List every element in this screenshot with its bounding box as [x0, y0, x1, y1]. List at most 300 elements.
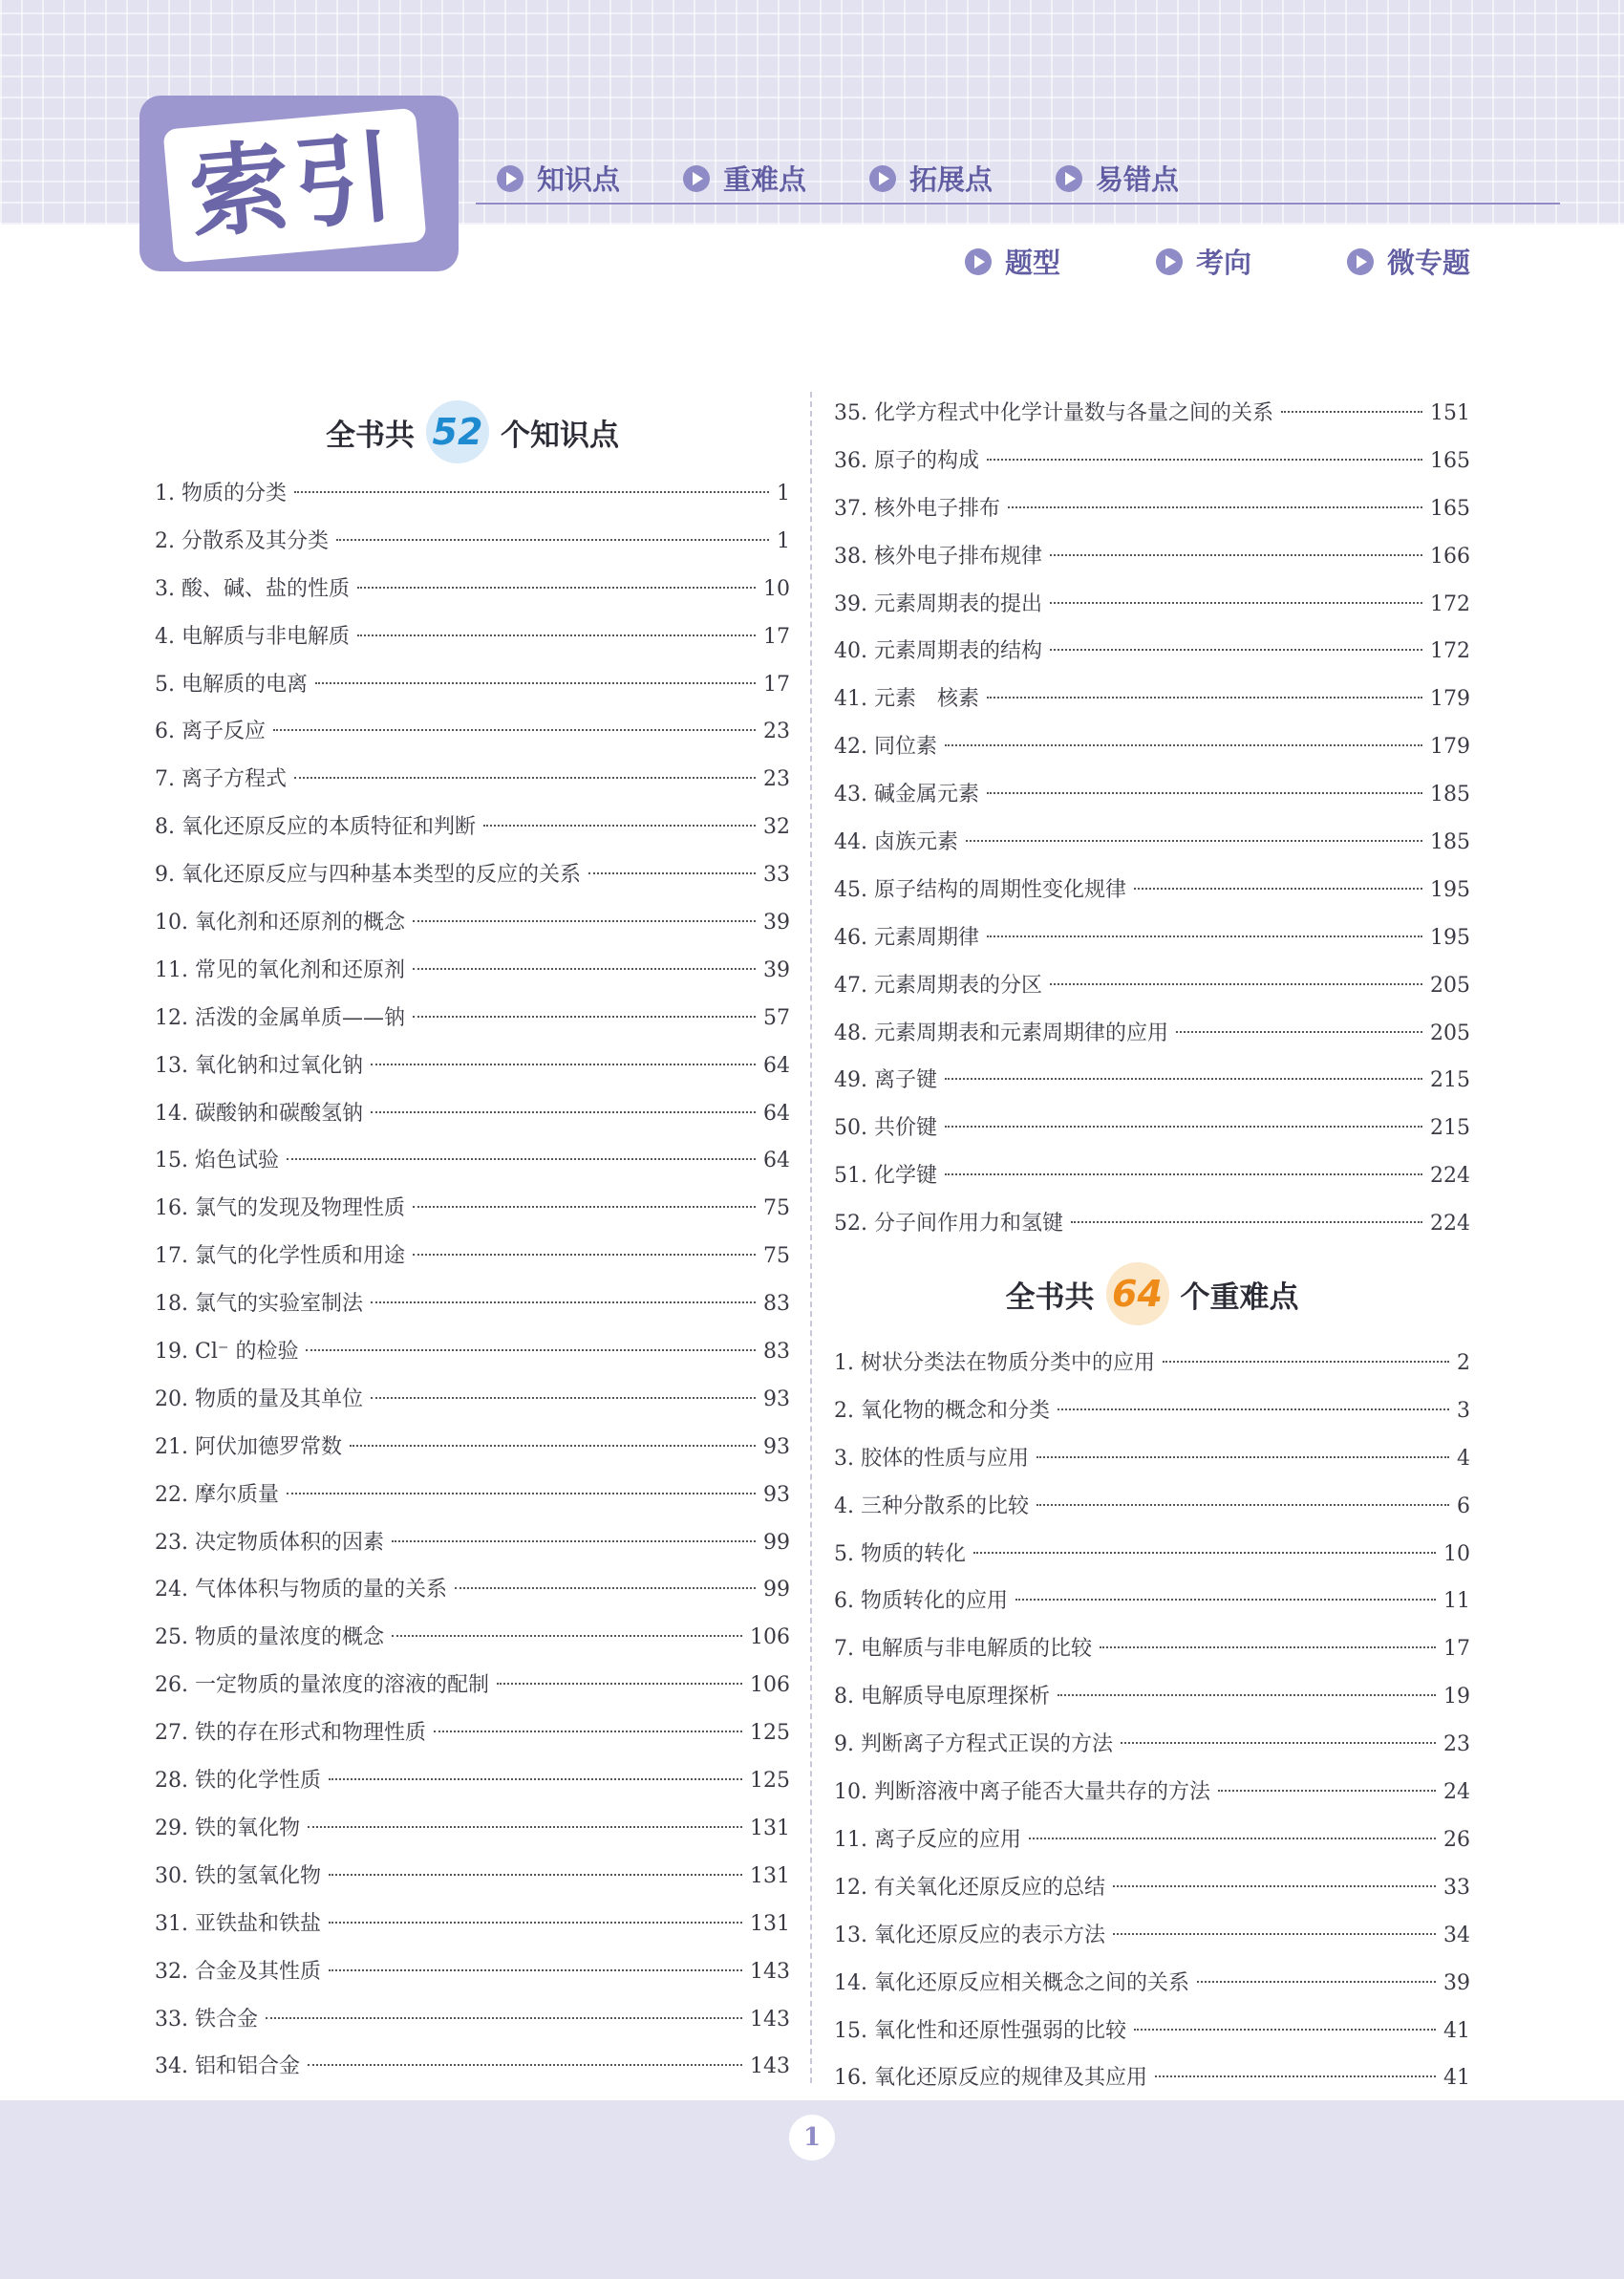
index-entry	[834, 1010, 1470, 1058]
dot-leader	[1197, 1981, 1436, 1983]
entry-title: 6. 离子反应	[155, 720, 266, 744]
entry-page: 185	[1430, 783, 1470, 807]
entry-title: 40. 元素周期表的结构	[834, 639, 1042, 664]
index-entry	[155, 1185, 790, 1233]
index-entry	[834, 533, 1470, 581]
index-entry	[834, 1057, 1470, 1105]
index-entry	[155, 661, 790, 709]
entry-page: 2	[1457, 1351, 1470, 1376]
tag-extension: 拓展点	[869, 159, 1056, 198]
entry-page: 143	[750, 2007, 790, 2032]
tag-question-type: 题型	[965, 242, 1156, 281]
entry-page: 75	[763, 1244, 790, 1269]
dot-leader	[336, 539, 769, 541]
category-tags-row-2	[965, 242, 1538, 281]
dot-leader	[1155, 2075, 1436, 2077]
dot-leader	[1008, 506, 1422, 508]
entry-title: 44. 卤族元素	[834, 830, 958, 855]
dot-leader	[987, 935, 1422, 937]
entry-page: 83	[763, 1292, 790, 1317]
entry-title: 15. 焰色试验	[155, 1149, 279, 1173]
index-entry	[155, 1709, 790, 1757]
entry-page: 17	[1443, 1637, 1470, 1662]
index-entry	[834, 581, 1470, 629]
entry-page: 93	[763, 1387, 790, 1411]
dot-leader	[1281, 411, 1422, 413]
index-entry	[834, 723, 1470, 771]
index-entry	[834, 2054, 1470, 2102]
entry-title: 51. 化学键	[834, 1164, 937, 1189]
tag-micro-topic: 微专题	[1347, 242, 1538, 281]
entry-title: 37. 核外电子排布	[834, 496, 1000, 521]
entry-title: 42. 同位素	[834, 735, 937, 760]
entry-page: 64	[763, 1101, 790, 1126]
dot-leader	[945, 1078, 1422, 1080]
index-entry	[155, 1662, 790, 1709]
entry-title: 4. 电解质与非电解质	[155, 624, 350, 649]
entry-page: 34	[1443, 1923, 1470, 1947]
index-entry	[155, 804, 790, 851]
dot-leader	[1050, 983, 1422, 985]
entry-title: 28. 铁的化学性质	[155, 1769, 321, 1794]
entry-page: 99	[763, 1578, 790, 1602]
entry-title: 20. 物质的量及其单位	[155, 1387, 363, 1411]
entry-page: 32	[763, 815, 790, 840]
entry-title: 7. 离子方程式	[155, 767, 287, 792]
index-entry	[155, 1233, 790, 1280]
entry-page: 195	[1430, 925, 1470, 950]
entry-page: 75	[763, 1196, 790, 1221]
entry-title: 41. 元素 核素	[834, 687, 979, 712]
entry-page: 106	[750, 1625, 790, 1650]
index-entry	[155, 1043, 790, 1090]
entry-page: 10	[1443, 1541, 1470, 1566]
section-heading-knowledge: 全书共 52 个知识点	[155, 394, 790, 470]
dot-leader	[973, 1552, 1436, 1554]
index-entry	[155, 1424, 790, 1472]
entry-title: 3. 胶体的性质与应用	[834, 1446, 1029, 1471]
right-column	[834, 390, 1470, 2102]
entry-page: 224	[1430, 1212, 1470, 1236]
entry-title: 35. 化学方程式中化学计量数与各量之间的关系	[834, 401, 1273, 425]
entry-page: 166	[1430, 544, 1470, 569]
entry-page: 24	[1443, 1780, 1470, 1805]
entry-page: 215	[1430, 1068, 1470, 1093]
dot-leader	[308, 1826, 742, 1828]
index-entry	[834, 1912, 1470, 1960]
dot-leader	[945, 1126, 1422, 1128]
index-entry	[155, 1948, 790, 1996]
index-entry	[155, 1853, 790, 1901]
entry-title: 12. 活泼的金属单质——钠	[155, 1005, 405, 1030]
entry-page: 99	[763, 1530, 790, 1555]
entry-page: 64	[763, 1149, 790, 1173]
index-entry	[834, 962, 1470, 1010]
entry-page: 6	[1457, 1494, 1470, 1518]
dot-leader	[329, 1922, 742, 1924]
dot-leader	[1113, 1885, 1436, 1887]
index-entry	[834, 1817, 1470, 1864]
dot-leader	[413, 920, 756, 922]
dot-leader	[294, 491, 769, 493]
index-entry	[155, 1996, 790, 2044]
index-entry	[834, 2008, 1470, 2055]
index-entry	[834, 1769, 1470, 1817]
entry-page: 185	[1430, 830, 1470, 855]
index-entry	[155, 851, 790, 899]
left-column	[155, 394, 790, 2091]
dot-leader	[357, 587, 756, 589]
entry-page: 41	[1443, 2018, 1470, 2043]
entry-title: 10. 判断溶液中离子能否大量共存的方法	[834, 1780, 1210, 1805]
index-entry	[834, 771, 1470, 819]
index-entry	[834, 1531, 1470, 1579]
dot-leader	[1050, 554, 1422, 556]
dot-leader	[294, 777, 756, 779]
index-entry	[834, 1483, 1470, 1531]
dot-leader	[1100, 1646, 1436, 1648]
entry-title: 7. 电解质与非电解质的比较	[834, 1637, 1092, 1662]
entry-page: 23	[763, 720, 790, 744]
dot-leader	[1029, 1838, 1436, 1839]
entry-page: 224	[1430, 1164, 1470, 1189]
entry-page: 4	[1457, 1446, 1470, 1471]
entry-title: 50. 共价键	[834, 1116, 937, 1141]
dot-leader	[287, 1493, 756, 1494]
entry-page: 39	[763, 911, 790, 935]
entry-title: 9. 氧化还原反应与四种基本类型的反应的关系	[155, 863, 581, 888]
entry-title: 3. 酸、碱、盐的性质	[155, 576, 350, 601]
index-entry	[155, 1757, 790, 1805]
entry-page: 10	[763, 576, 790, 601]
entry-title: 12. 有关氧化还原反应的总结	[834, 1875, 1105, 1900]
entry-title: 5. 电解质的电离	[155, 672, 308, 697]
dot-leader	[455, 1587, 756, 1589]
entry-title: 32. 合金及其性质	[155, 1959, 321, 1984]
entry-page: 17	[763, 672, 790, 697]
tag-exam-direction: 考向	[1156, 242, 1347, 281]
dot-leader	[987, 697, 1422, 699]
index-entry	[834, 914, 1470, 962]
index-title-box	[139, 96, 459, 271]
dot-leader	[371, 1111, 756, 1113]
entry-title: 45. 原子结构的周期性变化规律	[834, 877, 1126, 902]
play-circle-icon	[1056, 165, 1082, 192]
index-entry	[155, 947, 790, 995]
play-circle-icon	[497, 165, 524, 192]
entry-title: 4. 三种分散系的比较	[834, 1494, 1029, 1518]
entry-title: 6. 物质转化的应用	[834, 1589, 1008, 1614]
index-entry	[155, 1090, 790, 1138]
index-entry	[155, 613, 790, 661]
index-entry	[834, 867, 1470, 914]
entry-title: 13. 氧化钠和过氧化钠	[155, 1053, 363, 1078]
index-entry	[155, 708, 790, 756]
entry-page: 165	[1430, 448, 1470, 473]
entry-title: 9. 判断离子方程式正误的方法	[834, 1732, 1113, 1757]
entry-title: 21. 阿伏加德罗常数	[155, 1434, 342, 1459]
dot-leader	[413, 1206, 756, 1208]
dot-leader	[945, 744, 1422, 746]
entry-title: 47. 元素周期表的分区	[834, 973, 1042, 998]
entry-title: 29. 铁的氧化物	[155, 1816, 300, 1840]
entry-page: 151	[1430, 401, 1470, 425]
index-entry	[155, 1472, 790, 1519]
index-entry	[155, 566, 790, 613]
dot-leader	[1134, 2029, 1436, 2031]
dot-leader	[987, 459, 1422, 461]
dot-leader	[306, 1349, 756, 1351]
entry-page: 205	[1430, 1021, 1470, 1045]
index-entry	[155, 1566, 790, 1614]
dot-leader	[371, 1301, 756, 1303]
entry-page: 19	[1443, 1685, 1470, 1709]
entry-title: 11. 离子反应的应用	[834, 1827, 1021, 1852]
entry-page: 17	[763, 624, 790, 649]
page-title: 索引	[184, 118, 405, 253]
entry-page: 93	[763, 1482, 790, 1507]
entry-page: 26	[1443, 1827, 1470, 1852]
entry-title: 10. 氧化剂和还原剂的概念	[155, 911, 405, 935]
index-entry	[155, 470, 790, 518]
entry-page: 41	[1443, 2066, 1470, 2091]
dot-leader	[1163, 1361, 1449, 1363]
entry-page: 131	[750, 1816, 790, 1840]
entry-page: 143	[750, 2054, 790, 2079]
index-entry	[834, 1152, 1470, 1200]
entry-page: 131	[750, 1911, 790, 1936]
entry-title: 49. 离子键	[834, 1068, 937, 1093]
entry-page: 205	[1430, 973, 1470, 998]
entry-page: 23	[763, 767, 790, 792]
dot-leader	[483, 825, 756, 827]
dot-leader	[588, 872, 756, 874]
entry-title: 16. 氧化还原反应的规律及其应用	[834, 2066, 1147, 2091]
entry-title: 17. 氯气的化学性质和用途	[155, 1244, 405, 1269]
dot-leader	[266, 2017, 742, 2019]
entry-title: 34. 铝和铝合金	[155, 2054, 300, 2079]
dot-leader	[329, 1969, 742, 1971]
difficult-points-list	[834, 1340, 1470, 2102]
dot-leader	[1050, 602, 1422, 604]
entry-page: 11	[1443, 1589, 1470, 1614]
index-entry	[834, 1387, 1470, 1435]
tag-difficult: 重难点	[683, 159, 869, 198]
dot-leader	[434, 1731, 742, 1732]
dot-leader	[1218, 1790, 1436, 1792]
knowledge-list-continued	[834, 390, 1470, 1248]
dot-leader	[1071, 1221, 1422, 1223]
index-entry	[834, 1340, 1470, 1387]
entry-page: 39	[1443, 1970, 1470, 1995]
play-circle-icon	[1156, 248, 1183, 275]
index-entry	[155, 1328, 790, 1376]
entry-title: 48. 元素周期表和元素周期律的应用	[834, 1021, 1168, 1045]
column-divider	[810, 392, 812, 2083]
dot-leader	[1176, 1031, 1422, 1033]
dot-leader	[966, 840, 1422, 842]
tag-underline	[476, 203, 1560, 204]
entry-title: 14. 碳酸钠和碳酸氢钠	[155, 1101, 363, 1126]
entry-title: 2. 氧化物的概念和分类	[834, 1398, 1050, 1423]
index-entry	[155, 1614, 790, 1662]
index-entry	[834, 1578, 1470, 1625]
entry-title: 15. 氧化性和还原性强弱的比较	[834, 2018, 1126, 2043]
entry-page: 195	[1430, 877, 1470, 902]
dot-leader	[1036, 1456, 1449, 1458]
entry-page: 179	[1430, 735, 1470, 760]
dot-leader	[315, 682, 756, 684]
entry-title: 14. 氧化还原反应相关概念之间的关系	[834, 1970, 1189, 1995]
entry-title: 19. Cl⁻ 的检验	[155, 1340, 299, 1365]
index-entry	[155, 1137, 790, 1185]
entry-title: 18. 氯气的实验室制法	[155, 1292, 363, 1317]
entry-page: 83	[763, 1340, 790, 1365]
entry-page: 39	[763, 957, 790, 982]
entry-title: 11. 常见的氧化剂和还原剂	[155, 957, 405, 982]
dot-leader	[350, 1445, 756, 1447]
dot-leader	[392, 1635, 742, 1637]
dot-leader	[413, 1254, 756, 1256]
index-entry	[834, 1864, 1470, 1912]
entry-page: 1	[777, 482, 790, 505]
entry-page: 23	[1443, 1732, 1470, 1757]
dot-leader	[1134, 888, 1422, 890]
entry-page: 93	[763, 1434, 790, 1459]
dot-leader	[1015, 1599, 1436, 1601]
tag-knowledge: 知识点	[497, 159, 683, 198]
dot-leader	[497, 1683, 742, 1685]
dot-leader	[287, 1158, 756, 1160]
dot-leader	[987, 792, 1422, 794]
dot-leader	[413, 968, 756, 970]
index-entry	[834, 819, 1470, 867]
play-circle-icon	[869, 165, 896, 192]
entry-page: 143	[750, 1959, 790, 1984]
index-entry	[834, 676, 1470, 723]
index-entry	[155, 2043, 790, 2091]
dot-leader	[392, 1540, 756, 1542]
entry-page: 131	[750, 1863, 790, 1888]
entry-page: 1	[777, 528, 790, 553]
entry-title: 22. 摩尔质量	[155, 1482, 279, 1507]
entry-page: 125	[750, 1721, 790, 1746]
index-entry	[834, 1721, 1470, 1769]
dot-leader	[945, 1173, 1422, 1175]
dot-leader	[1058, 1694, 1436, 1696]
dot-leader	[1036, 1504, 1449, 1506]
entry-page: 172	[1430, 591, 1470, 616]
entry-page: 215	[1430, 1116, 1470, 1141]
entry-title: 1. 物质的分类	[155, 482, 287, 505]
entry-title: 39. 元素周期表的提出	[834, 591, 1042, 616]
index-entry	[834, 1960, 1470, 2008]
dot-leader	[308, 2064, 742, 2066]
entry-title: 8. 电解质导电原理探析	[834, 1685, 1050, 1709]
dot-leader	[329, 1778, 742, 1780]
index-entry	[834, 1200, 1470, 1248]
dot-leader	[1113, 1933, 1436, 1935]
index-entry	[834, 1625, 1470, 1673]
dot-leader	[413, 1016, 756, 1018]
dot-leader	[329, 1874, 742, 1876]
entry-title: 2. 分散系及其分类	[155, 528, 329, 553]
dot-leader	[1058, 1408, 1449, 1410]
page-number: 1	[789, 2115, 835, 2161]
entry-title: 26. 一定物质的量浓度的溶液的配制	[155, 1673, 489, 1698]
index-entry	[834, 390, 1470, 438]
play-circle-icon	[683, 165, 710, 192]
entry-title: 23. 决定物质体积的因素	[155, 1530, 384, 1555]
entry-title: 24. 气体体积与物质的量的关系	[155, 1578, 447, 1602]
dot-leader	[1121, 1742, 1436, 1744]
entry-title: 30. 铁的氢氧化物	[155, 1863, 321, 1888]
entry-title: 16. 氯气的发现及物理性质	[155, 1196, 405, 1221]
entry-title: 33. 铁合金	[155, 2007, 258, 2032]
entry-title: 25. 物质的量浓度的概念	[155, 1625, 384, 1650]
dot-leader	[357, 634, 756, 636]
entry-title: 31. 亚铁盐和铁盐	[155, 1911, 321, 1936]
dot-leader	[1050, 649, 1422, 651]
index-entry	[155, 518, 790, 566]
index-entry	[155, 1376, 790, 1424]
entry-title: 36. 原子的构成	[834, 448, 979, 473]
entry-title: 1. 树状分类法在物质分类中的应用	[834, 1351, 1155, 1376]
index-entry	[155, 1519, 790, 1567]
play-circle-icon	[965, 248, 992, 275]
entry-title: 43. 碱金属元素	[834, 783, 979, 807]
entry-page: 125	[750, 1769, 790, 1794]
entry-title: 27. 铁的存在形式和物理性质	[155, 1721, 426, 1746]
entry-title: 46. 元素周期律	[834, 925, 979, 950]
count-badge: 52	[426, 400, 489, 463]
entry-title: 5. 物质的转化	[834, 1541, 966, 1566]
entry-page: 33	[763, 863, 790, 888]
entry-page: 165	[1430, 496, 1470, 521]
entry-page: 64	[763, 1053, 790, 1078]
index-entry	[834, 1105, 1470, 1152]
index-entry	[155, 1805, 790, 1853]
category-tags-row-1	[497, 159, 1242, 198]
entry-page: 106	[750, 1673, 790, 1698]
play-circle-icon	[1347, 248, 1374, 275]
index-entry	[834, 1673, 1470, 1721]
index-entry	[834, 438, 1470, 485]
count-badge: 64	[1106, 1262, 1169, 1325]
tag-error-prone: 易错点	[1056, 159, 1242, 198]
dot-leader	[371, 1397, 756, 1399]
index-entry	[834, 1435, 1470, 1483]
entry-page: 179	[1430, 687, 1470, 712]
entry-page: 57	[763, 1005, 790, 1030]
section-heading-difficult: 全书共 64 个重难点	[834, 1248, 1470, 1340]
entry-title: 38. 核外电子排布规律	[834, 544, 1042, 569]
entry-page: 172	[1430, 639, 1470, 664]
entry-title: 52. 分子间作用力和氢键	[834, 1212, 1063, 1236]
index-entry	[155, 1280, 790, 1328]
index-entry	[155, 899, 790, 947]
entry-title: 8. 氧化还原反应的本质特征和判断	[155, 815, 476, 840]
index-entry	[155, 756, 790, 804]
entry-page: 3	[1457, 1398, 1470, 1423]
index-entry	[155, 995, 790, 1043]
knowledge-list	[155, 470, 790, 2091]
index-entry	[834, 628, 1470, 676]
entry-title: 13. 氧化还原反应的表示方法	[834, 1923, 1105, 1947]
entry-page: 33	[1443, 1875, 1470, 1900]
dot-leader	[273, 729, 756, 731]
index-entry	[155, 1901, 790, 1948]
